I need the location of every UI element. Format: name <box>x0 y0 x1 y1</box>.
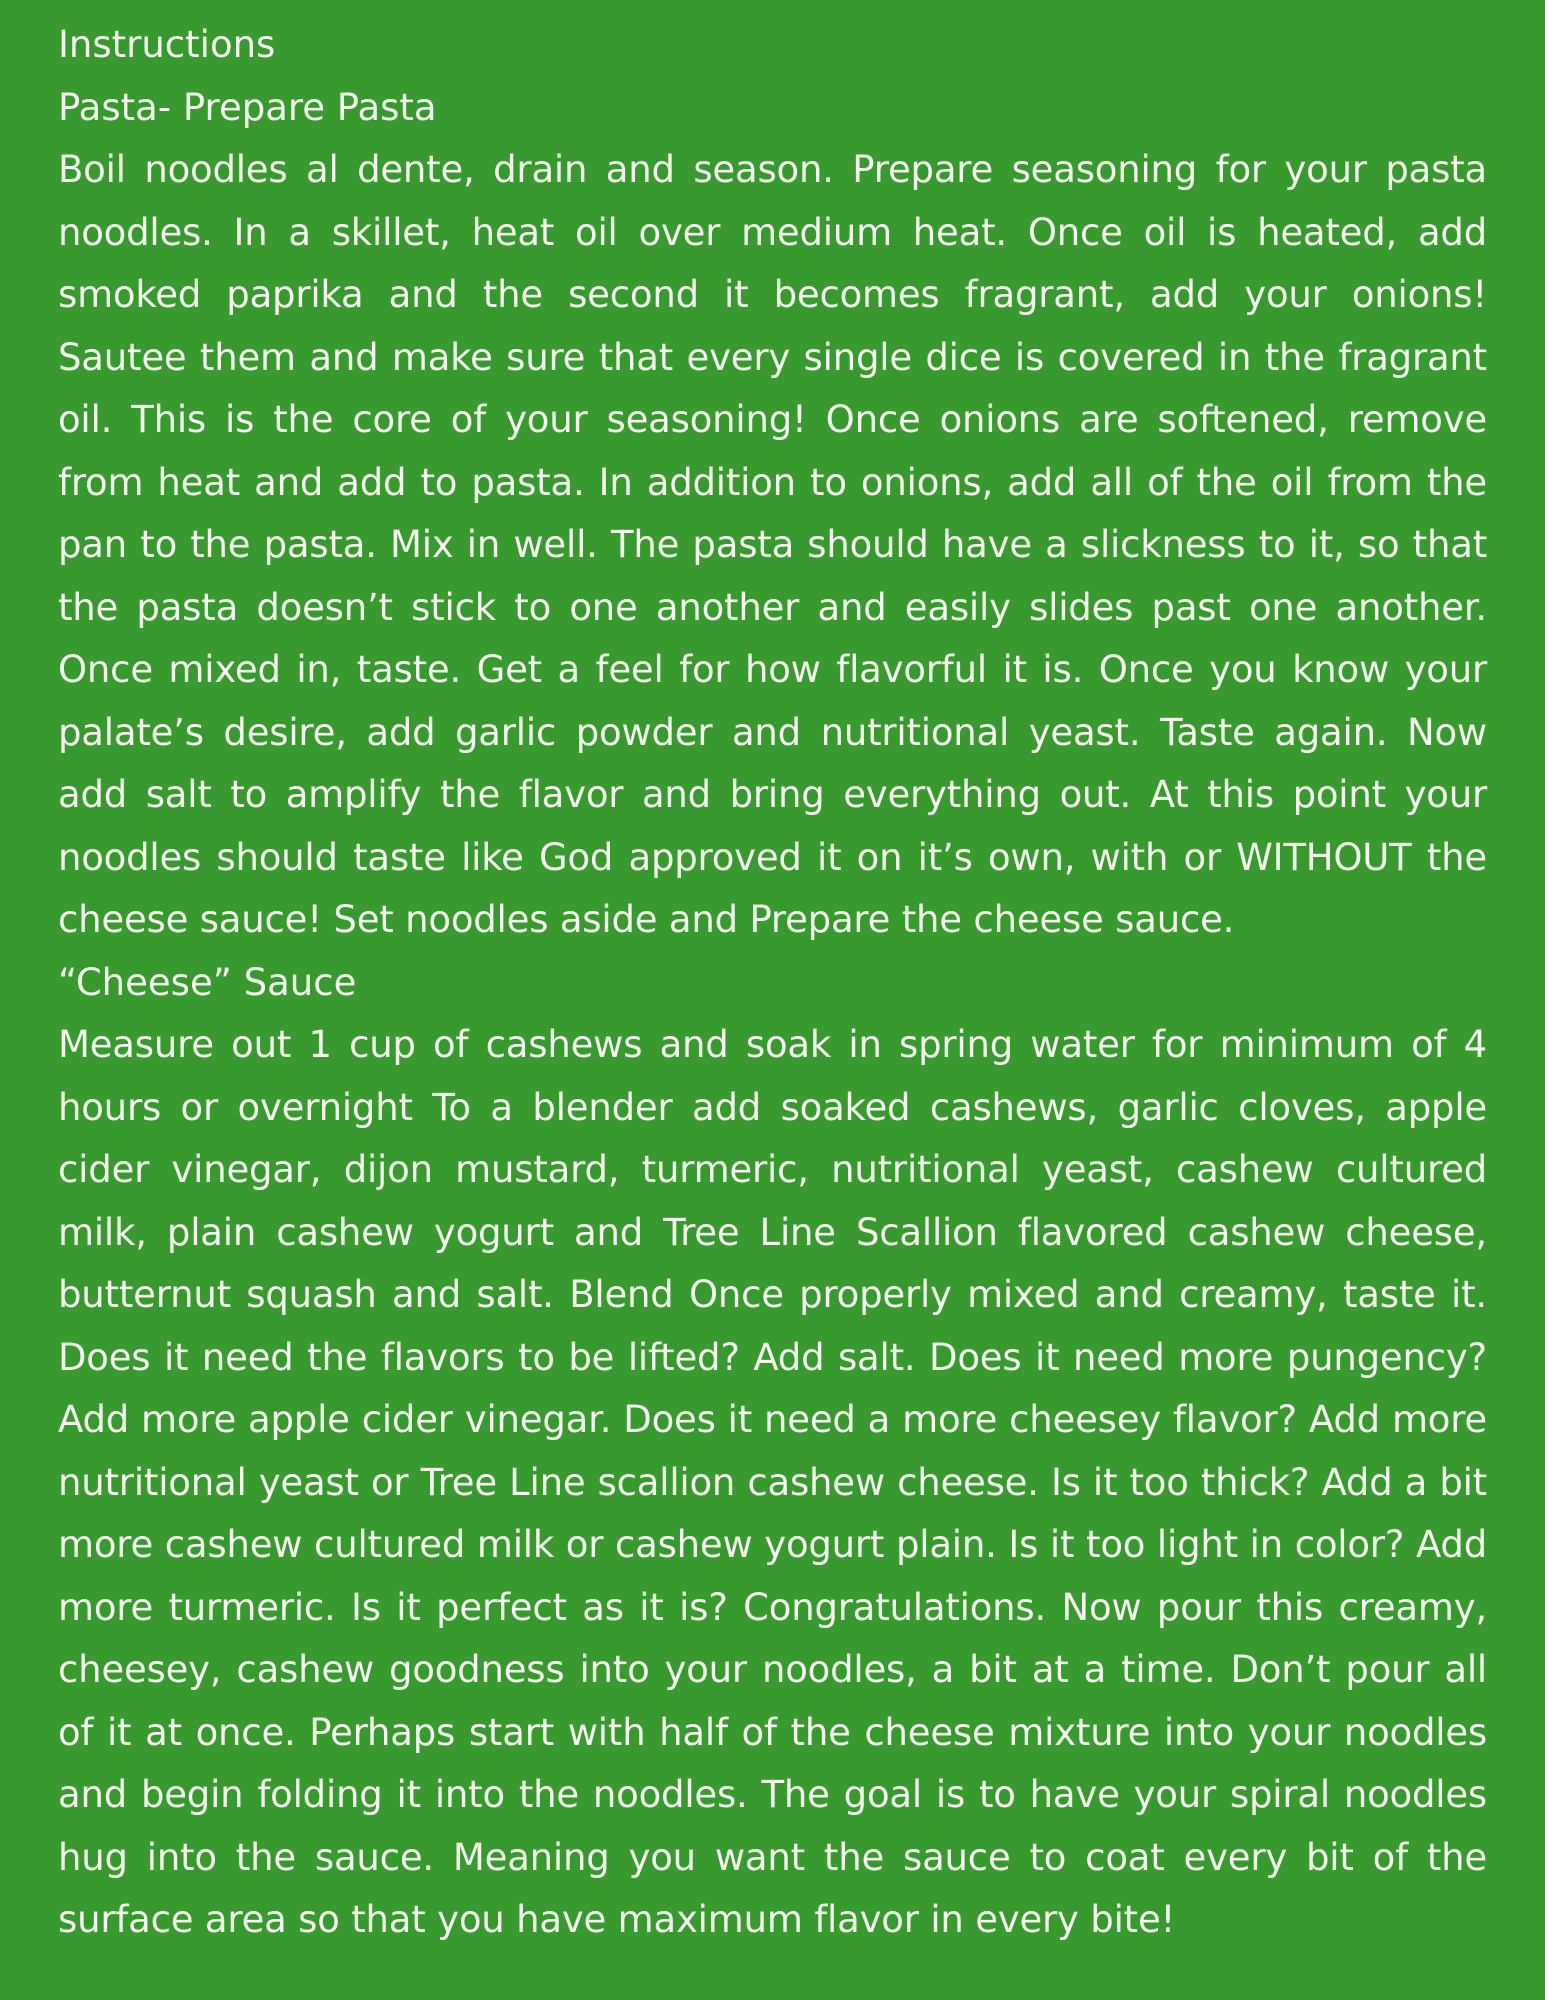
cheese-sauce-section-body: Measure out 1 cup of cashews and soak in spring water for minimum of 4 hours or overnight To a blender add soaked cashews, garlic cloves, apple cider vinegar, dijon mustard, turmeric, nutritional yeast, cashew cultured milk, plain cashew yogurt and Tree Line Scallion flavored cashew cheese, butternut squash and salt. Blend Once properly mixed and creamy, taste it. Does it need the flavors to be lifted? Add salt. Does it need more pungency? Add more apple cider vinegar. Does it need a more cheesey flavor? Add more nutritional yeast or Tree Line scallion cashew cheese. Is it too thick? Add a bit more cashew cultured milk or cashew yogurt plain. Is it too light in color? Add more turmeric. Is it perfect as it is? Congratulations. Now pour this creamy, cheesey, cashew goodness into your noodles, a bit at a time. Don’t pour all of it at once. Perhaps start with half of the cheese mixture into your noodles and begin folding it into the noodles. The goal is to have your spiral noodles hug into the sauce. Meaning you want the sauce to coat every bit of the surface area so that you have maximum flavor in every bite! <box>58 1023 1487 1941</box>
pasta-section-body: Boil noodles al dente, drain and season. Prepare seasoning for your pasta noodles. In a skillet, heat oil over medium heat. Once oil is heated, add smoked paprika and the second it becomes fragrant, add your onions! Sautee them and make sure that every single dice is covered in the fragrant oil. This is the core of your seasoning! Once onions are softened, remove from heat and add to pasta. In addition to onions, add all of the oil from the pan to the pasta. Mix in well. The pasta should have a slickness to it, so that the pasta doesn’t stick to one another and easily slides past one another. Once mixed in, taste. Get a feel for how flavorful it is. Once you know your palate’s desire, add garlic powder and nutritional yeast. Taste again. Now add salt to amplify the flavor and bring everything out. At this point your noodles should taste like God approved it on it’s own, with or WITHOUT the cheese sauce! Set noodles aside and Prepare the cheese sauce. <box>58 148 1487 941</box>
pasta-section <box>58 77 1487 952</box>
cheese-sauce-section <box>58 952 1487 1952</box>
cheese-sauce-section-heading: “Cheese” Sauce <box>58 960 357 1004</box>
document-title: Instructions <box>58 23 276 66</box>
pasta-section-heading: Pasta- Prepare Pasta <box>58 85 437 129</box>
